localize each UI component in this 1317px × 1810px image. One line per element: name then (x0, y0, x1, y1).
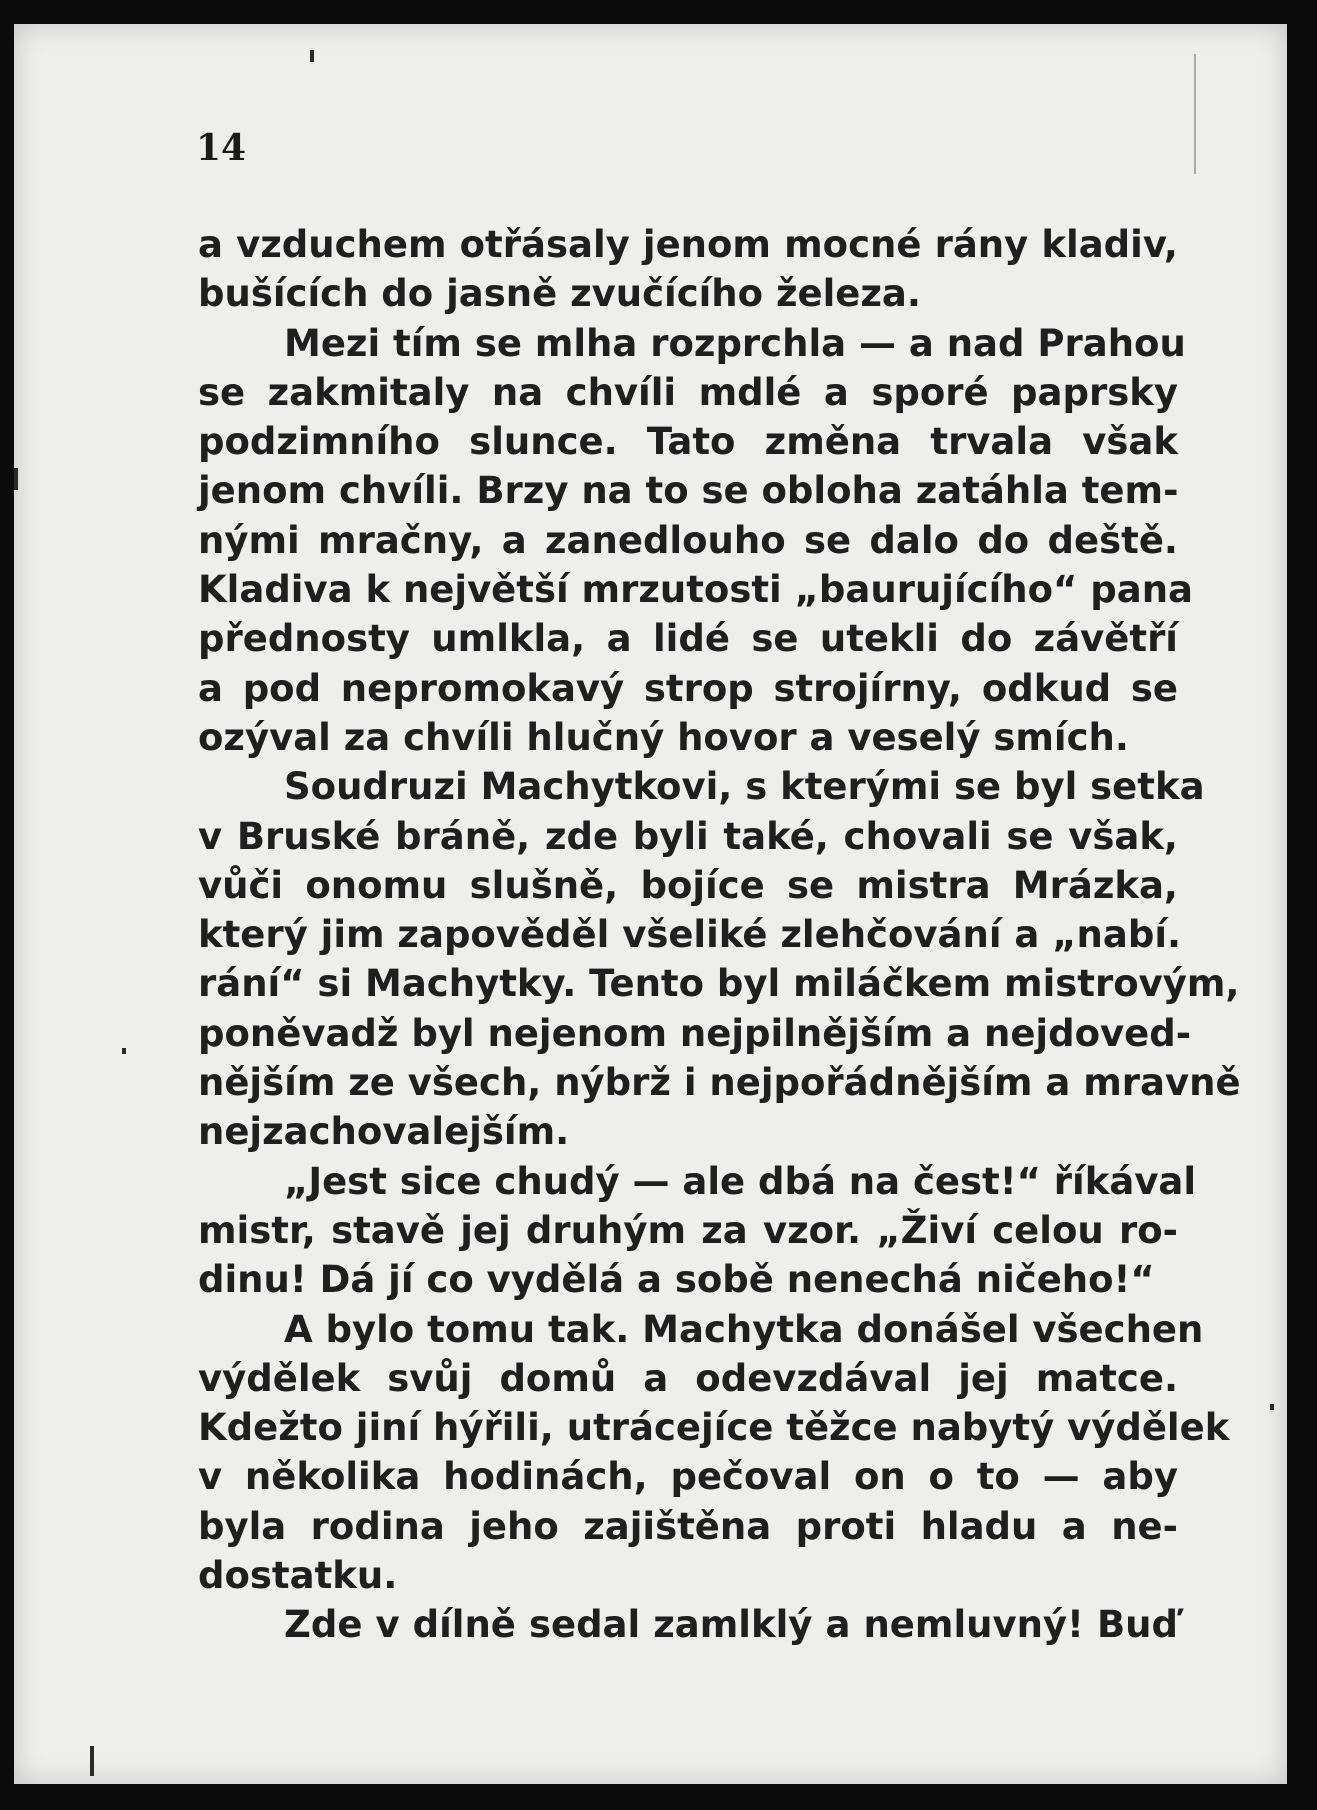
text-line: dinu! Dá jí co vydělá a sobě nenechá ničeho!“ (198, 1258, 1155, 1302)
text-line: Kdežto jiní hýřili, utrácejíce těžce nabytý výdělek (198, 1406, 1230, 1450)
scan-speck (1194, 54, 1196, 174)
text-line: se zakmitaly na chvíli mdlé a sporé paprsky (198, 370, 1178, 414)
text-line: v Bruské bráně, zde byli také, chovali se však, (198, 814, 1178, 858)
text-line: a vzduchem otřásaly jenom mocné rány kladiv, (198, 223, 1178, 266)
text-line: v několika hodinách, pečoval on o to — aby (198, 1455, 1178, 1499)
scan-speck (122, 1048, 126, 1054)
text-line: dostatku. (198, 1554, 398, 1598)
text-line: výdělek svůj domů a odevzdával jej matce. (198, 1356, 1178, 1400)
text-line: nými mračny, a zanedlouho se dalo do deště. (198, 518, 1178, 562)
text-line: nejzachovalejším. (198, 1110, 570, 1154)
scan-speck (90, 1746, 94, 1776)
text-line: Mezi tím se mlha rozprchla — a nad Prahou (284, 321, 1186, 365)
text-line: Kladiva k největší mrzutosti „baurujícího“ pana (198, 568, 1194, 612)
scan-speck (14, 468, 18, 490)
text-line: bušících do jasně zvučícího železa. (198, 272, 921, 316)
book-page (14, 24, 1287, 1784)
body-text (198, 220, 1241, 1650)
text-line: podzimního slunce. Tato změna trvala však (198, 420, 1178, 464)
text-line: ozýval za chvíli hlučný hovor a veselý smích. (198, 715, 1129, 759)
scan-speck (310, 50, 314, 62)
text-line: který jim zapověděl všeliké zlehčování a „nabí. (198, 913, 1182, 957)
text-line: rání“ si Machytky. Tento byl miláčkem mistrovým, (198, 962, 1240, 1006)
text-line: jenom chvíli. Brzy na to se obloha zatáhla tem- (198, 469, 1179, 513)
text-line: mistr, stavě jej druhým za vzor. „Živí celou ro- (198, 1208, 1178, 1252)
scan-speck (1270, 1404, 1274, 1410)
text-line: „Jest sice chudý — ale dbá na čest!“ říkával (284, 1159, 1197, 1203)
text-line: přednosty umlkla, a lidé se utekli do závětří (198, 617, 1178, 661)
text-line: nějším ze všech, nýbrž i nejpořádnějším a mravně (198, 1061, 1241, 1105)
text-line: Zde v dílně sedal zamlklý a nemluvný! Buď (284, 1603, 1178, 1647)
text-line: Soudruzi Machytkovi, s kterými se byl setka (284, 765, 1205, 809)
page-number: 14 (196, 127, 247, 169)
text-line: poněvadž byl nejenom nejpilnějším a nejdoved- (198, 1011, 1192, 1055)
text-line: byla rodina jeho zajištěna proti hladu a ne- (198, 1504, 1178, 1548)
text-line: A bylo tomu tak. Machytka donášel všechen (284, 1307, 1204, 1351)
text-line: a pod nepromokavý strop strojírny, odkud se (198, 666, 1178, 710)
text-line: vůči onomu slušně, bojíce se mistra Mrázka, (198, 863, 1178, 907)
